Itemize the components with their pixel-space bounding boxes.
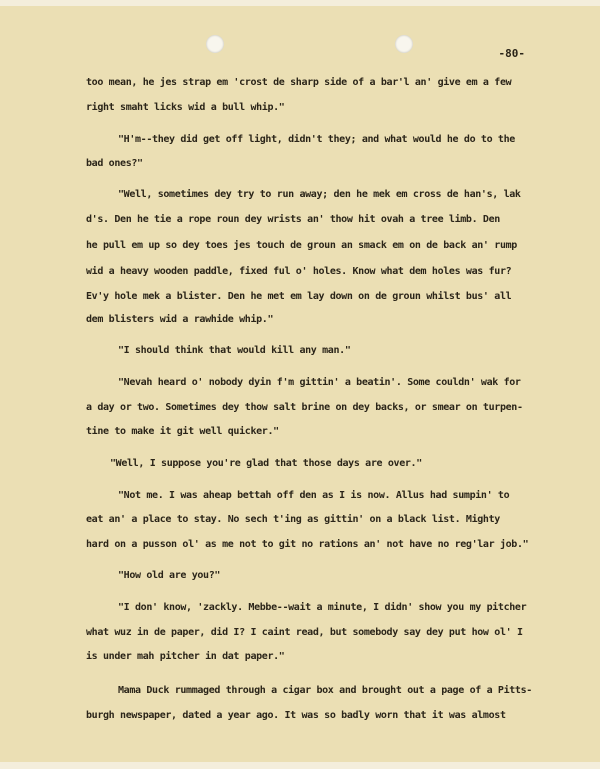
text-line: "Not me. I was aheap bettah off den as I is now. Allus had sumpin' to: [118, 490, 510, 501]
text-line: he pull em up so dey toes jes touch de groun an smack em on de back an' rump: [86, 240, 517, 251]
text-line: "Well, sometimes dey try to run away; den he mek em cross de han's, lak: [118, 189, 521, 200]
text-line: tine to make it git well quicker.": [86, 426, 279, 437]
text-line: "How old are you?": [118, 570, 221, 581]
text-line: Mama Duck rummaged through a cigar box and brought out a page of a Pitts-: [118, 685, 532, 696]
punch-hole-right: [395, 35, 413, 53]
text-line: "I don' know, 'zackly. Mebbe--wait a minute, I didn' show you my pitcher: [118, 602, 527, 613]
text-line: too mean, he jes strap em 'crost de sharp side of a bar'l an' give em a few: [86, 77, 512, 88]
page-top-edge: [0, 0, 600, 6]
punch-hole-left: [206, 35, 224, 53]
text-line: hard on a pusson ol' as me not to git no rations an' not have no reg'lar job.": [86, 539, 529, 550]
text-line: "H'm--they did get off light, didn't they; and what would he do to the: [118, 134, 515, 145]
text-line: "Nevah heard o' nobody dyin f'm gittin' a beatin'. Some couldn' wak for: [118, 377, 521, 388]
text-line: Ev'y hole mek a blister. Den he met em lay down on de groun whilst bus' all: [86, 291, 512, 302]
text-line: "I should think that would kill any man.": [118, 345, 351, 356]
text-line: what wuz in de paper, did I? I caint read, but somebody say dey put how ol' I: [86, 627, 523, 638]
page-bottom-edge: [0, 762, 600, 769]
text-line: is under mah pitcher in dat paper.": [86, 651, 285, 662]
text-line: dem blisters wid a rawhide whip.": [86, 314, 274, 325]
text-line: eat an' a place to stay. No sech t'ing as gittin' on a black list. Mighty: [86, 514, 500, 525]
text-line: burgh newspaper, dated a year ago. It was so badly worn that it was almost: [86, 710, 506, 721]
text-line: "Well, I suppose you're glad that those days are over.": [110, 458, 422, 469]
text-line: wid a heavy wooden paddle, fixed ful o' holes. Know what dem holes was fur?: [86, 266, 512, 277]
page-number: -80-: [498, 47, 525, 60]
text-line: bad ones?": [86, 158, 143, 169]
text-line: d's. Den he tie a rope roun dey wrists an' thow hit ovah a tree limb. Den: [86, 214, 500, 225]
text-line: right smaht licks wid a bull whip.": [86, 102, 285, 113]
text-line: a day or two. Sometimes dey thow salt brine on dey backs, or smear on turpen-: [86, 402, 523, 413]
